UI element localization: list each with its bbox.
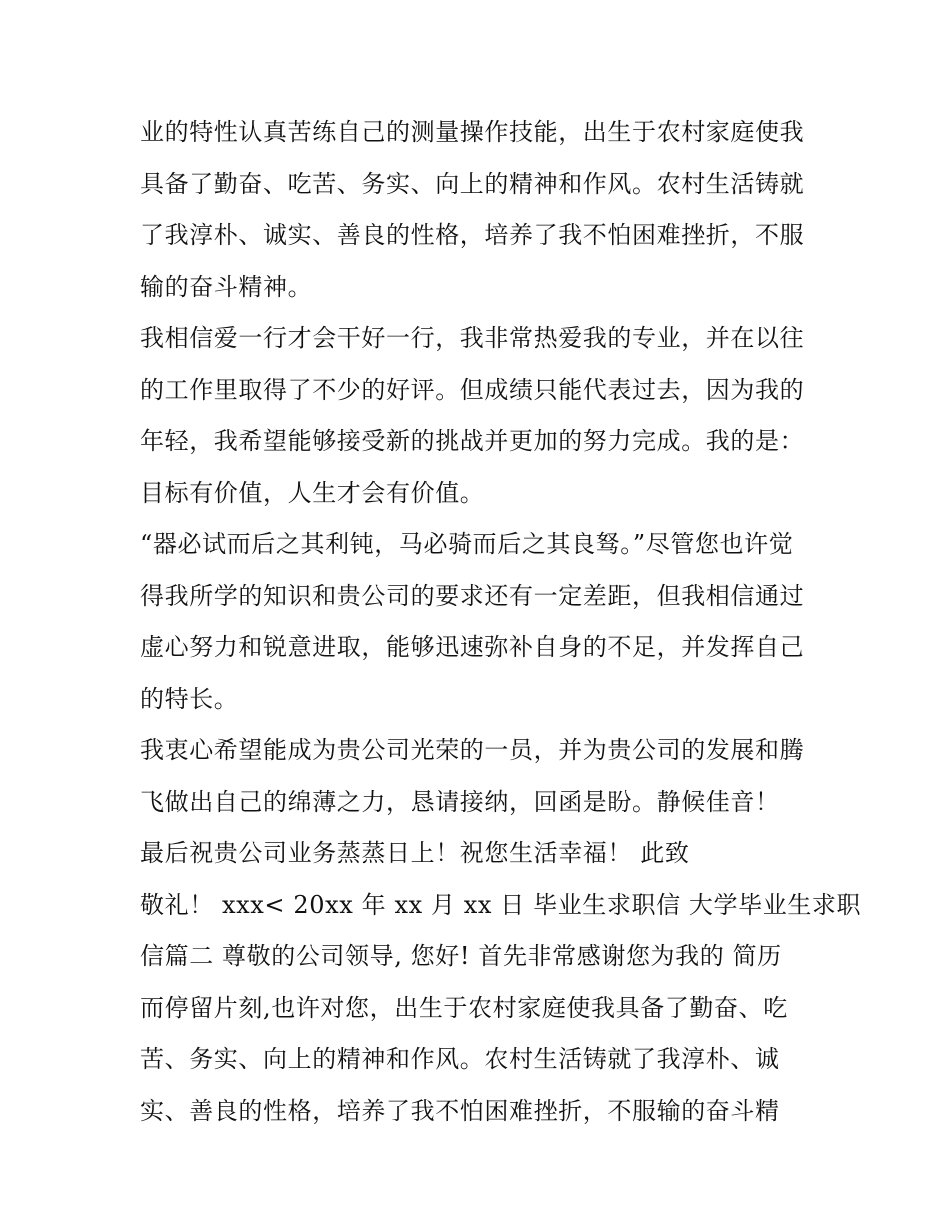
text-line: 我相信爱一行才会干好一行，我非常热爱我的专业，并在以往 bbox=[140, 324, 805, 352]
text-line: 了我淳朴、诚实、善良的性格，培养了我不怕困难挫折，不服 bbox=[140, 221, 805, 249]
text-line: 而停留片刻,也许对您，出生于农村家庭使我具备了勤奋、吃 bbox=[140, 993, 788, 1022]
text-line: 飞做出自己的绵薄之力，恳请接纳，回函是盼。静候佳音！ bbox=[140, 787, 780, 816]
text-line: 苦、务实、向上的精神和作风。农村生活铸就了我淳朴、诚 bbox=[140, 1045, 780, 1073]
text-line: 年轻，我希望能够接受新的挑战并更加的努力完成。我的是： bbox=[140, 427, 805, 455]
document-body bbox=[140, 107, 862, 1137]
text-line: 敬礼！ xxx< 20xx 年 xx 月 xx 日 毕业生求职信 大学毕业生求职 bbox=[140, 890, 862, 919]
text-line: 的特长。 bbox=[140, 684, 239, 713]
text-line: 目标有价值，人生才会有价值。 bbox=[140, 478, 485, 507]
text-line: 得我所学的知识和贵公司的要求还有一定差距，但我相信通过 bbox=[140, 581, 805, 610]
text-line: 实、善良的性格，培养了我不怕困难挫折，不服输的奋斗精 bbox=[140, 1096, 780, 1125]
text-line: 输的奋斗精神。 bbox=[140, 272, 313, 301]
text-line: 的工作里取得了不少的好评。但成绩只能代表过去，因为我的 bbox=[140, 375, 805, 404]
text-line: 我衷心希望能成为贵公司光荣的一员，并为贵公司的发展和腾 bbox=[140, 736, 805, 764]
text-line: 虚心努力和锐意进取，能够迅速弥补自身的不足，并发挥自己 bbox=[140, 633, 805, 661]
text-line: 业的特性认真苦练自己的测量操作技能，出生于农村家庭使我 bbox=[140, 118, 805, 146]
text-line: 信篇二 尊敬的公司领导, 您好! 首先非常感谢您为我的 简历 bbox=[140, 942, 782, 970]
text-line: 具备了勤奋、吃苦、务实、向上的精神和作风。农村生活铸就 bbox=[140, 169, 805, 198]
text-line: 最后祝贵公司业务蒸蒸日上！祝您生活幸福！ 此致 bbox=[140, 839, 690, 867]
text-line: “器必试而后之其利钝，马必骑而后之其良驽。”尽管您也许觉 bbox=[140, 530, 794, 558]
